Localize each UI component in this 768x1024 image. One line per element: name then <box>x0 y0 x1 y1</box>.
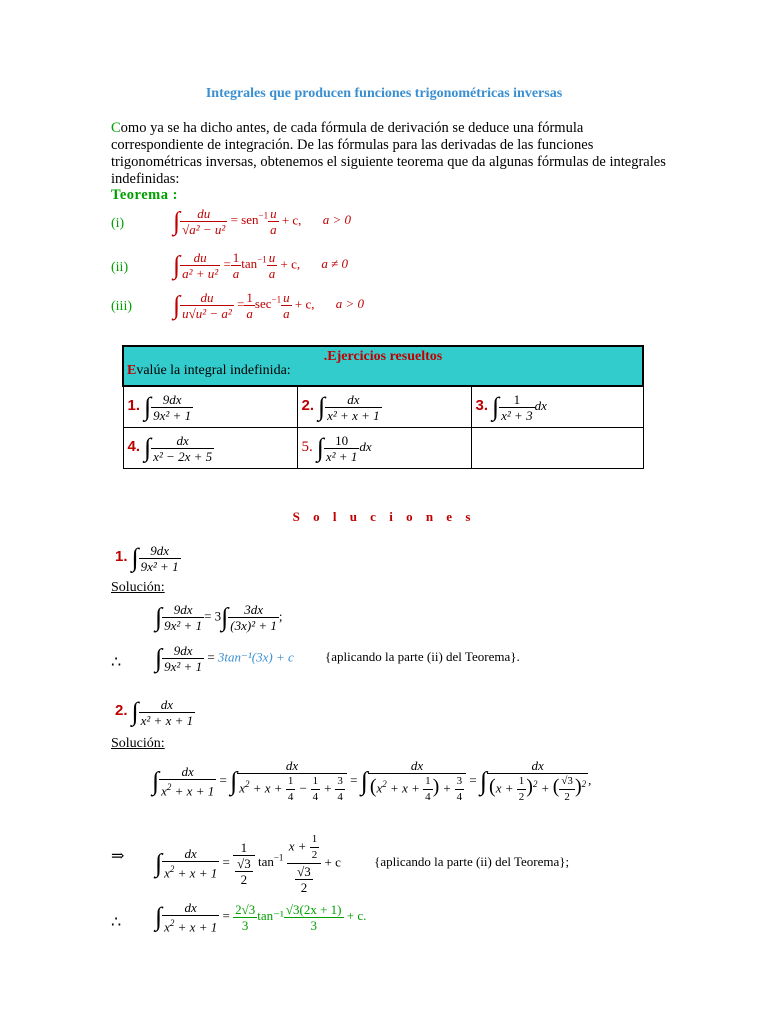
exercise-3-tail: dx <box>534 397 547 413</box>
sol2-result-tan: tan⁻¹ <box>257 908 284 924</box>
exercise-cell-3: 3. ∫ $\frac{1}{\text{x² + 3}}$ dx <box>471 386 643 428</box>
sol2-result-end: + c. <box>346 908 367 924</box>
exercise-cell-empty <box>471 428 643 469</box>
exercise-number-3: 3. <box>475 396 489 414</box>
exercise-cell-4: 4. ∫ $\frac{dx}{\text{x² − 2x + 5}}$ <box>123 428 297 469</box>
theorem-i-cond: a > 0 <box>322 212 351 228</box>
sol2-implies: ⇒ <box>111 848 125 865</box>
sol1-step1-eq: = 3 <box>204 608 222 624</box>
solution-2-statement: 2. ∫ $\frac{dx}{\text{x² + x + 1}}$ <box>115 697 194 728</box>
sol1-therefore: ∴ <box>111 654 122 671</box>
exercise-cell-5: 5. ∫ $\frac{10}{\text{x² + 1}}$ dx <box>297 428 471 469</box>
exercise-5-tail: dx <box>359 438 372 454</box>
page-title: Integrales que producen funciones trigonométricas inversas <box>205 86 563 101</box>
exercise-4-den: x² − 2x + 5 <box>153 448 213 464</box>
solution-2-number: 2. <box>115 702 128 720</box>
solution-2-result: ∫ $\frac{dx}{x^2 + x + 1}$ = $\frac{2√3}{3}$ tan⁻¹ $\frac{√3(2x + 1)}{3}$ + c. <box>155 900 367 935</box>
theorem-label-ii: (ii) <box>111 260 129 275</box>
exercises-title: .Ejercicios resueltos <box>323 349 443 364</box>
solutions-title: S o l u c i o n e s <box>292 509 476 524</box>
theorem-iii-num: du <box>180 290 234 306</box>
solution-1-label: Solución: <box>111 580 165 595</box>
exercise-number-5: 5. <box>301 438 313 455</box>
theorem-iii-cond: a > 0 <box>335 296 364 312</box>
solution-2-label: Solución: <box>111 736 165 751</box>
exercise-4-num: dx <box>151 433 214 449</box>
exercise-2-den: x² + x + 1 <box>327 407 380 423</box>
exercise-cell-1: 1. ∫ $\frac{9dx}{\text{9x² + 1}}$ <box>123 386 297 428</box>
theorem-ii-num: du <box>180 250 220 266</box>
solution-2-step1: ∫ $\frac{dx}{x^2 + x + 1}$ = ∫ dx $x^2 + x$ + $\frac{1}{4}$ − $\frac{1}{4}$ + $\frac{3}{4}$ = ∫ dx ($x^2 + x$ + $\frac{1}{4}$ ) + $\frac{3}{4}$ = ∫ dx (x + $\frac{1}{2}$ )$^2$ + ( $\frac{√3}{2}$ )$^2$ , <box>152 758 592 803</box>
exercise-2-num: dx <box>325 392 381 408</box>
exercises-header <box>123 346 643 386</box>
exercise-1-den: 9x² + 1 <box>153 407 192 423</box>
sol1-note: {aplicando la parte (ii) del Teorema}. <box>325 649 520 665</box>
sol1-step1-rhs-num: 3dx <box>228 602 279 618</box>
intro-first-letter: C <box>111 120 121 136</box>
solution-2-step2: ∫ $\frac{dx}{x^2 + x + 1}$ = $\frac{1}{\frac{√3}{2}}$ $\tan^{-1}$ x + $\frac{1}{2}$ $\frac{√3}{2}$ + c {aplicando la parte (ii) del Teorema}; <box>155 833 570 895</box>
theorem-label-i: (i) <box>111 216 125 231</box>
exercises-instruction: valúe la integral indefinida: <box>136 363 291 378</box>
solution-1-result: ∫ $\frac{9dx}{\text{9x² + 1}}$ = 3tan⁻¹(3x) + c {aplicando la parte (ii) del Teorema}. <box>155 643 520 674</box>
exercise-number-1: 1. <box>127 396 141 414</box>
exercises-table <box>122 345 644 469</box>
sol1-result-num: 9dx <box>162 643 204 659</box>
theorem-formula-ii: ∫ $\frac{du}{\text{a² + u²}}$ = $\frac{1}{a}$ $\tan^{-1}$ $\frac{u}{a}$ + c, a ≠ 0 <box>173 250 349 281</box>
theorem-ii-cond: a ≠ 0 <box>321 256 349 272</box>
solution-1-statement: 1. ∫ $\frac{9dx}{\text{9x² + 1}}$ <box>115 543 179 574</box>
exercise-5-num: 10 <box>324 433 359 449</box>
sol2-result-arg-num: √3(2x + 1) <box>285 901 342 917</box>
sol1-statement-num: 9dx <box>139 543 181 559</box>
intro-text: omo ya se ha dicho antes, de cada fórmula de derivación se deduce una fórmula correspondiente de integración. De las fórmulas para las derivadas de las funciones trigonométricas inversas, obtenemos el siguiente teorema que da algunas fórmulas de integrales indefinidas: <box>111 120 666 187</box>
solution-1-number: 1. <box>115 548 128 566</box>
exercise-1-num: 9dx <box>151 392 193 408</box>
exercises-first-letter: E <box>127 363 137 378</box>
sol1-result-value: 3tan⁻¹(3x) + c <box>217 649 294 665</box>
sol2-statement-den: x² + x + 1 <box>140 713 194 728</box>
theorem-iii-den: u√u² − a² <box>182 306 232 321</box>
exercise-number-4: 4. <box>127 437 141 455</box>
exercise-3-num: 1 <box>499 392 534 408</box>
sol1-statement-den: 9x² + 1 <box>140 559 179 574</box>
sol1-result-den: 9x² + 1 <box>164 659 203 674</box>
sol2-therefore: ∴ <box>111 914 122 931</box>
theorem-label-iii: (iii) <box>111 299 132 314</box>
theorem-ii-den: a² + u² <box>182 266 219 281</box>
exercise-5-den: x² + 1 <box>325 448 358 464</box>
sol2-note: {aplicando la parte (ii) del Teorema}; <box>374 854 570 870</box>
sol1-step1-end: ; <box>278 608 283 624</box>
exercise-cell-2: 2. ∫ $\frac{dx}{\text{x² + x + 1}}$ <box>297 386 471 428</box>
sol2-result-coef-num: 2√3 <box>235 901 256 917</box>
solution-1-step1: ∫ $\frac{9dx}{\text{9x² + 1}}$ = 3∫ $\frac{3dx}{\text{(3x)² + 1}}$ ; <box>155 602 283 633</box>
theorem-label: Teorema : <box>111 187 178 203</box>
theorem-i-num: du <box>180 206 227 222</box>
exercise-number-2: 2. <box>301 396 315 414</box>
theorem-formula-i: ∫ $\frac{du}{\text{√a² − u²}}$ = sen$^{-1}$ $\frac{u}{a}$ + c, a > 0 <box>173 206 351 237</box>
sol2-result-coef-den: 3 <box>241 917 249 933</box>
sol2-statement-num: dx <box>139 697 195 713</box>
sol1-step1-lhs-num: 9dx <box>162 602 204 618</box>
theorem-formula-iii: ∫ $\frac{du}{\text{u√u² − a²}}$ = $\frac{1}{a}$ $\sec^{-1}$ $\frac{u}{a}$ + c, a > 0 <box>173 290 364 321</box>
intro-paragraph <box>111 120 671 188</box>
theorem-i-den: √a² − u² <box>182 222 226 237</box>
exercise-3-den: x² + 3 <box>501 407 533 423</box>
sol1-step1-rhs-den: (3x)² + 1 <box>230 618 277 633</box>
sol2-result-arg-den: 3 <box>310 917 317 933</box>
sol1-step1-lhs-den: 9x² + 1 <box>164 618 203 633</box>
